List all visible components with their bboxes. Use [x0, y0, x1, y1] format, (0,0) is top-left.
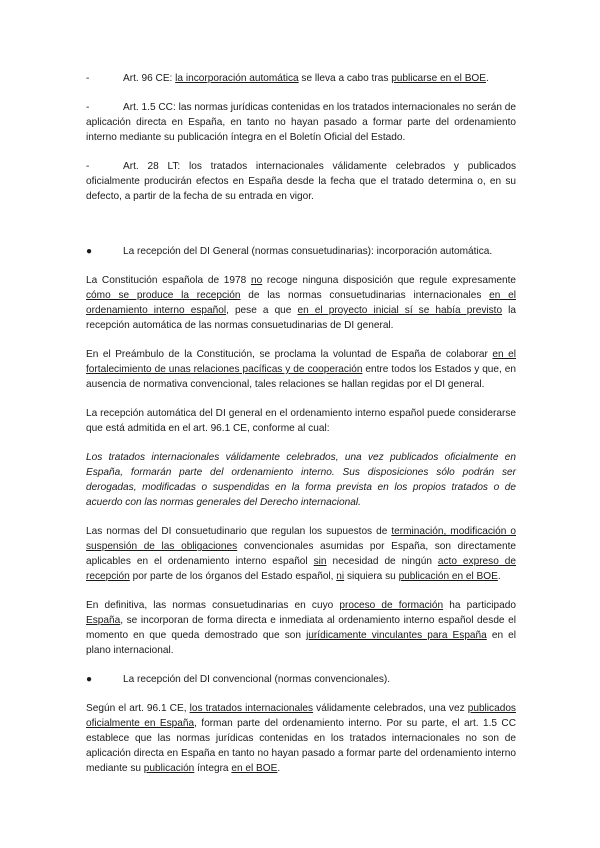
document-page [86, 71, 516, 790]
underlined-text: la incorporación automática [175, 73, 299, 84]
paragraph-preambulo: En el Preámbulo de la Constitución, se proclama la voluntad de España de colaborar en el fortalecimiento de unas relaciones pacíficas y de cooperación entre todos los Estados y que, en ausencia de normativa convencional, tales relaciones se hallan regidas por el DI general. [86, 349, 517, 390]
spacer [86, 218, 516, 244]
section-heading-di-convencional: ● La recepción del DI convencional (normas convencionales). [86, 674, 391, 685]
list-dash: - [86, 73, 90, 84]
paragraph-normas-consuetudinarias: Las normas del DI consuetudinario que regulan los supuestos de terminación, modificación o suspensión de las obligaciones convencionales asumidas por España, son directamente aplicables en el ordenamiento interno español sin necesidad de ningún acto expreso de recepción por parte de los órganos del Estado español, ni siquiera su publicación en el BOE. [86, 526, 517, 582]
list-dash: - [86, 161, 90, 172]
list-item-art28: - Art. 28 LT: los tratados internacionales válidamente celebrados y publicados oficialmente producirán efectos en España desde la fecha que el tratado determina o, en su defecto, a partir de la fecha de su entrada en vigor. [86, 161, 516, 202]
bullet-icon: ● [86, 246, 93, 257]
list-dash: - [86, 102, 90, 113]
bullet-icon: ● [86, 674, 93, 685]
underlined-text: publicarse en el BOE [391, 73, 487, 84]
paragraph-constitucion: La Constitución española de 1978 no recoge ninguna disposición que regule expresamente cómo se produce la recepción de las normas consuetudinarias internacionales en el ordenamiento interno español, pese a que en el proyecto inicial sí se había previsto la recepción automática de las normas consuetudinarias de DI general. [86, 275, 517, 331]
paragraph-recepcion-automatica: La recepción automática del DI general en el ordenamiento interno español puede considerarse que está admitida en el art. 96.1 CE, conforme al cual: [86, 408, 516, 434]
section-heading-di-general: ● La recepción del DI General (normas consuetudinarias): incorporación automática. [86, 246, 493, 257]
quote-art96: Los tratados internacionales válidamente celebrados, una vez publicados oficialmente en España, formarán parte del ordenamiento interno. Sus disposiciones sólo podrán ser derogadas, modificadas o suspendidas en la forma prevista en los propios tratados o de acuerdo con las normas generales del Derecho internacional. [86, 452, 516, 508]
paragraph-segun-art96: Según el art. 96.1 CE, los tratados internacionales válidamente celebrados, una vez publicados oficialmente en España, forman parte del ordenamiento interno. Por su parte, el art. 1.5 CC establece que las normas jurídicas contenidas en los tratados internacionales no son de aplicación directa en España en tanto no hayan pasado a formar parte del ordenamiento interno mediante su publicación íntegra en el BOE. [86, 703, 516, 774]
list-item-art96: - Art. 96 CE: la incorporación automática se lleva a cabo tras publicarse en el BOE. [86, 73, 489, 84]
paragraph-en-definitiva: En definitiva, las normas consuetudinarias en cuyo proceso de formación ha participado España, se incorporan de forma directa e inmediata al ordenamiento interno español desde el momento en que queda demostrado que son jurídicamente vinculantes para España en el plano internacional. [86, 600, 516, 656]
list-item-art15: - Art. 1.5 CC: las normas jurídicas contenidas en los tratados internacionales no serán de aplicación directa en España, en tanto no hayan pasado a formar parte del ordenamiento interno mediante su publicación íntegra en el Boletín Oficial del Estado. [86, 102, 516, 143]
